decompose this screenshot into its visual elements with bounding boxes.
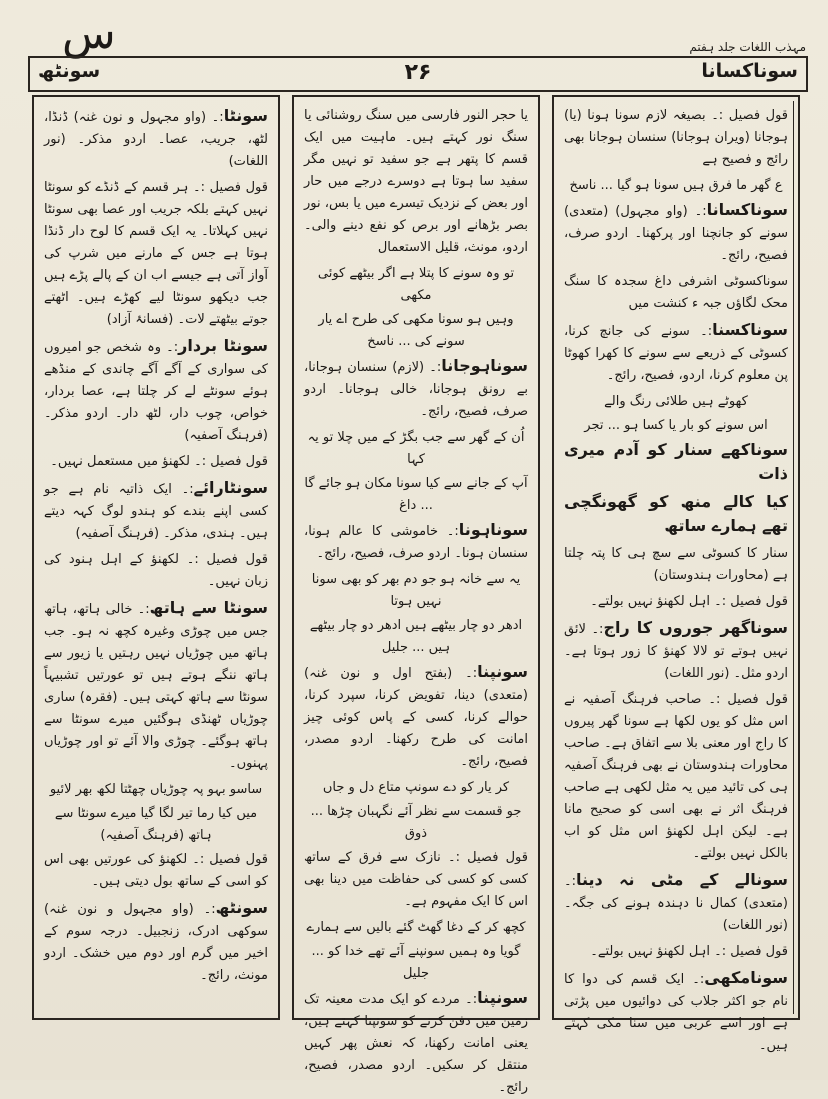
entry-definition: :۔ ایک قسم کی دوا کا نام جو اکثر جلاب کی دوائیوں میں پڑتی ہے اور اسے عربی میں سنا مکی کہتے ہیں۔ [564, 972, 788, 1053]
verse-line: گویا وہ ہمیں سونپنے آئے تھے خدا کو ... جلیل [311, 944, 521, 981]
entry-definition: :۔ خالی ہاتھ، ہاتھ جس میں چوڑی وغیرہ کچھ نہ ہو۔ جب ہاتھ میں چوڑیاں نہیں رہتیں یا زیور سے ہاتھ ننگے ہوتے ہیں تو عورتیں تشبیہاً سونٹا سے ہاتھ کہتی ہیں۔ (فقرہ) ساری چوڑیاں ٹھنڈی ہوگئیں میرے سونٹا سے ہاتھ ہوگئے۔ چوڑی والا آئے تو اور چوڑیاں پہنوں۔ [44, 602, 268, 771]
entry-paragraph: قول فصیل :۔ صاحب فرہنگ آصفیہ نے اس مثل کو یوں لکھا ہے سونا گھر پیروں کا راج اور معنی بلا سے اتفاق ہے۔ صاحب محاورات ہندوستان نے بھی فرہنگ آصفیہ ہی کی تائید میں یہ مثل لکھی ہے صاحب فرہنگ اثر نے بھی اسی کو صحیح مانا ہے۔ لیکن اہل لکھنؤ اس مثل کو اب بالکل نہیں بولتے۔ [564, 692, 788, 861]
entry-paragraph: قول فصیل :۔ اہل لکھنؤ نہیں بولتے۔ [590, 944, 788, 959]
headword: سونالے کے مٹی نہ دینا [576, 870, 788, 889]
headword: سوناکسنا [712, 320, 788, 339]
entry-definition: :۔ خاموشی کا عالم ہونا، سنسان ہونا۔ اردو صرف، فصیح، رائج۔ [304, 524, 528, 561]
page-number: ۲۶ [404, 60, 432, 85]
verse-line: اس سونے کو بار یا کسا ہو ... تجر [584, 418, 768, 433]
verse-line: یہ سے خانہ ہو جو دم بھر کو بھی سونا نہیں ہوتا [311, 572, 521, 609]
entry-paragraph: سنار کا کسوٹی سے سچ ہی کا پتہ چلتا ہے (محاورات ہندوستان) [564, 546, 788, 583]
entry-paragraph: قول فصیل :۔ ہر قسم کے ڈنڈے کو سونٹا نہیں کہتے بلکہ جریب اور عصا بھی سونٹا نہیں کہلاتا۔ یہ ایک قسم کا لوح دار ڈنڈا ہوتا ہے جس کے مارنے میں شرپ کی آواز آتی ہے جیسے اب ان کے پالے پڑے ہیں جب دیکھو سونٹا لیے کھڑے ہیں۔ اٹھتے جوتے بیٹھتے لات۔ (فسانۂ آزاد) [44, 180, 268, 327]
headword: سوناکھے سنار کو آدم میری ذات [564, 440, 788, 483]
header-last-word: سونٹھ [38, 60, 101, 82]
dictionary-entry [44, 897, 268, 987]
dictionary-entry [304, 987, 528, 1099]
column-middle [292, 95, 540, 1095]
page-header [28, 56, 808, 92]
entry-definition: :۔ (واو مجہول و نون غنہ) ڈنڈا، لٹھ، جریب، عصا۔ اردو مذکر۔ (نور اللغات) [44, 110, 268, 169]
verse-line: تو وہ سونے کا پتلا ہے اگر بیٹھے کوئی مکھی [317, 266, 515, 303]
entry-definition: :۔ (واو مجہول و نون غنہ) سوکھی ادرک، زنجبیل۔ درجہ سوم کے اخیر میں گرم اور دوم میں خشک۔ اردو مونث، رائج۔ [44, 902, 268, 983]
dictionary-entry [304, 519, 528, 565]
column-right [552, 95, 800, 1053]
column-left [32, 95, 280, 1020]
verse-line: آپ کے جانے سے کیا سونا مکان ہو جائے گا ... داغ [304, 476, 528, 513]
headword: سونٹارائے [193, 478, 268, 497]
entry-definition: :۔ وہ شخص جو امیروں کی سواری کے آگے آگے چاندی کے منڈھے ہوئے سونٹے لے کر چلتا ہے، عصا بردار، خواص، چوب دار، لٹھ دار۔ اردو مذکر۔ (فرہنگ آصفیہ) [44, 340, 268, 443]
headword: سونامکھی [704, 968, 788, 987]
headword: کیا کالے منھ کو گھونگچی تھے ہمارے ساتھ [564, 492, 788, 535]
entry-paragraph: قول فصیل :۔ نازک سے فرق کے ساتھ کسی کو کسی کی حفاظت میں دینا بھی اس کا ایک مفہوم ہے۔ [304, 850, 528, 909]
headword: سونپنا [477, 988, 528, 1007]
headword: سوناہوجانا [441, 356, 528, 375]
entry-definition: :۔ ایک ذاتیہ نام ہے جو کسی اپنے بندے کو ہندو لوگ کہہ دیتے ہیں۔ ہندی، مذکر۔ (فرہنگ آصفیہ) [44, 482, 268, 541]
entry-paragraph: قول فصیل :۔ لکھنؤ میں مستعمل نہیں۔ [50, 454, 268, 469]
headword: سونٹا بردار [178, 336, 268, 355]
headword: سوناہونا [458, 520, 528, 539]
verse-line: ساسو بہو پہ چوڑیاں چھٹتا لکھ بھر لائیو [49, 782, 263, 797]
entry-definition: :۔ (واو مجہول) (متعدی) سونے کو جانچنا اور پرکھنا۔ اردو صرف، فصیح، رائج۔ [564, 204, 788, 263]
headword: سوناکسانا [706, 200, 788, 219]
entry-paragraph: قول فصیل :۔ لکھنؤ کی عورتیں بھی اس کو اسی کے ساتھ بول دیتی ہیں۔ [44, 852, 268, 889]
entry-paragraph: قول فصیل :۔ لکھنؤ کے اہل ہنود کی زبان نہیں۔ [44, 552, 268, 589]
headword: سونپنا [477, 662, 528, 681]
dictionary-entry [564, 439, 788, 487]
verse-line: جو قسمت سے نظر آئے نگہبان چڑھا ... ذوق [310, 804, 522, 841]
headword: سوناگھر جوروں کا راج [603, 618, 788, 637]
entry-definition: :۔ لائق نہیں ہوتے تو لالا کھنؤ کا زور ہوتا ہے۔ اردو مثل۔ (نور اللغات) [564, 622, 788, 681]
section-letter: س [62, 8, 116, 59]
verse-line: ادھر دو چار بیٹھے ہیں ادھر دو چار بیٹھے ہیں ... جلیل [309, 618, 523, 655]
headword: سونٹھ [215, 898, 268, 917]
series-title: مہذب اللغات جلد ہفتم [689, 40, 806, 54]
headword: سونٹا سے ہاتھ [149, 598, 268, 617]
entry-definition: :۔ (متعدی) کمال نا دہندہ ہونے کی جگہ۔ (نور اللغات) [564, 874, 788, 933]
dictionary-entry [44, 597, 268, 775]
header-first-word: سوناکسانا [701, 60, 798, 82]
entry-definition: :۔ (بفتح اول و نون غنہ) (متعدی) دینا، تفویض کرنا، سپرد کرنا، حوالے کرنا، کسی کے پاس کوئی چیز امانت کی طرح رکھنا۔ اردو مصدر، فصیح، رائج۔ [304, 666, 528, 769]
dictionary-entry [44, 105, 268, 173]
entry-paragraph: سوناکسوٹی اشرفی داغ سجدہ کا سنگ محک لگاؤں جبہ ء کنشت میں [564, 274, 788, 311]
verse-line: کر یار کو دے سونپ متاع دل و جاں [322, 780, 510, 795]
verse-line: میں کیا رما تیر لگا گیا میرے سونٹا سے ہاتھ (فرہنگ آصفیہ) [54, 806, 258, 843]
verse-line: اُن کے گھر سے جب بگڑ کے میں چلا تو یہ کہا [307, 430, 525, 467]
verse-line: کھوٹے ہیں طلائی رنگ والے [604, 394, 748, 409]
dictionary-entry [44, 477, 268, 545]
dictionary-entry [304, 661, 528, 773]
dictionary-entry [564, 967, 788, 1057]
dictionary-entry [304, 355, 528, 423]
verse-line: ع گھر ما فرق ہیں سونا ہو گیا ... ناسخ [569, 178, 783, 193]
entry-paragraph: قول فصیل :۔ اہل لکھنؤ نہیں بولتے۔ [590, 594, 788, 609]
dictionary-entry [564, 319, 788, 387]
entry-definition: :۔ مردے کو ایک مدت معینہ تک زمین میں دفن کرنے کو سونپنا کہتے ہیں، یعنی امانت رکھنا، کہ نعش پھر کہیں منتقل کر سکیں۔ اردو مصدر، فصیح، رائج۔ [304, 992, 528, 1095]
entry-definition: :۔ (لازم) سنسان ہوجانا، بے رونق ہوجانا، خالی ہوجانا۔ اردو صرف، فصیح، رائج۔ [304, 360, 528, 419]
dictionary-entry [564, 869, 788, 937]
verse-line: وہیں ہو سونا مکھی کی طرح اے یار سونے کی ... ناسخ [318, 312, 514, 349]
entry-definition: :۔ سونے کی جانچ کرنا، کسوٹی کے ذریعے سے سونے کا کھرا کھوٹا پن معلوم کرنا، اردو، فصیح، رائج۔ [564, 324, 788, 383]
headword: سونٹا [223, 106, 268, 125]
dictionary-entry [564, 491, 788, 539]
dictionary-entry [564, 617, 788, 685]
entry-paragraph: یا حجر النور فارسی میں سنگ روشنائی یا سنگ نور کہتے ہیں۔ ماہیت میں ایک قسم کا پتھر ہے جو سفید تو نہیں مگر سفید سا ہوتا ہے دوسرے درجے میں حار اور بعض کے نزدیک تیسرے میں یا بس، نور بصر بڑھانے اور برص کو نفع دینے والی۔ اردو، مونث، قلیل الاستعمال [304, 108, 528, 255]
dictionary-entry [44, 335, 268, 447]
entry-paragraph: قول فصیل :۔ بصیغہ لازم سونا ہونا (یا) ہوجانا (ویران ہوجانا) سنسان ہوجانا بھی رائج و فصیح ہے [564, 108, 788, 167]
verse-line: کچھ کر کے دغا گھٹ گئے بالیں سے ہمارے [306, 920, 526, 935]
dictionary-entry [564, 199, 788, 267]
